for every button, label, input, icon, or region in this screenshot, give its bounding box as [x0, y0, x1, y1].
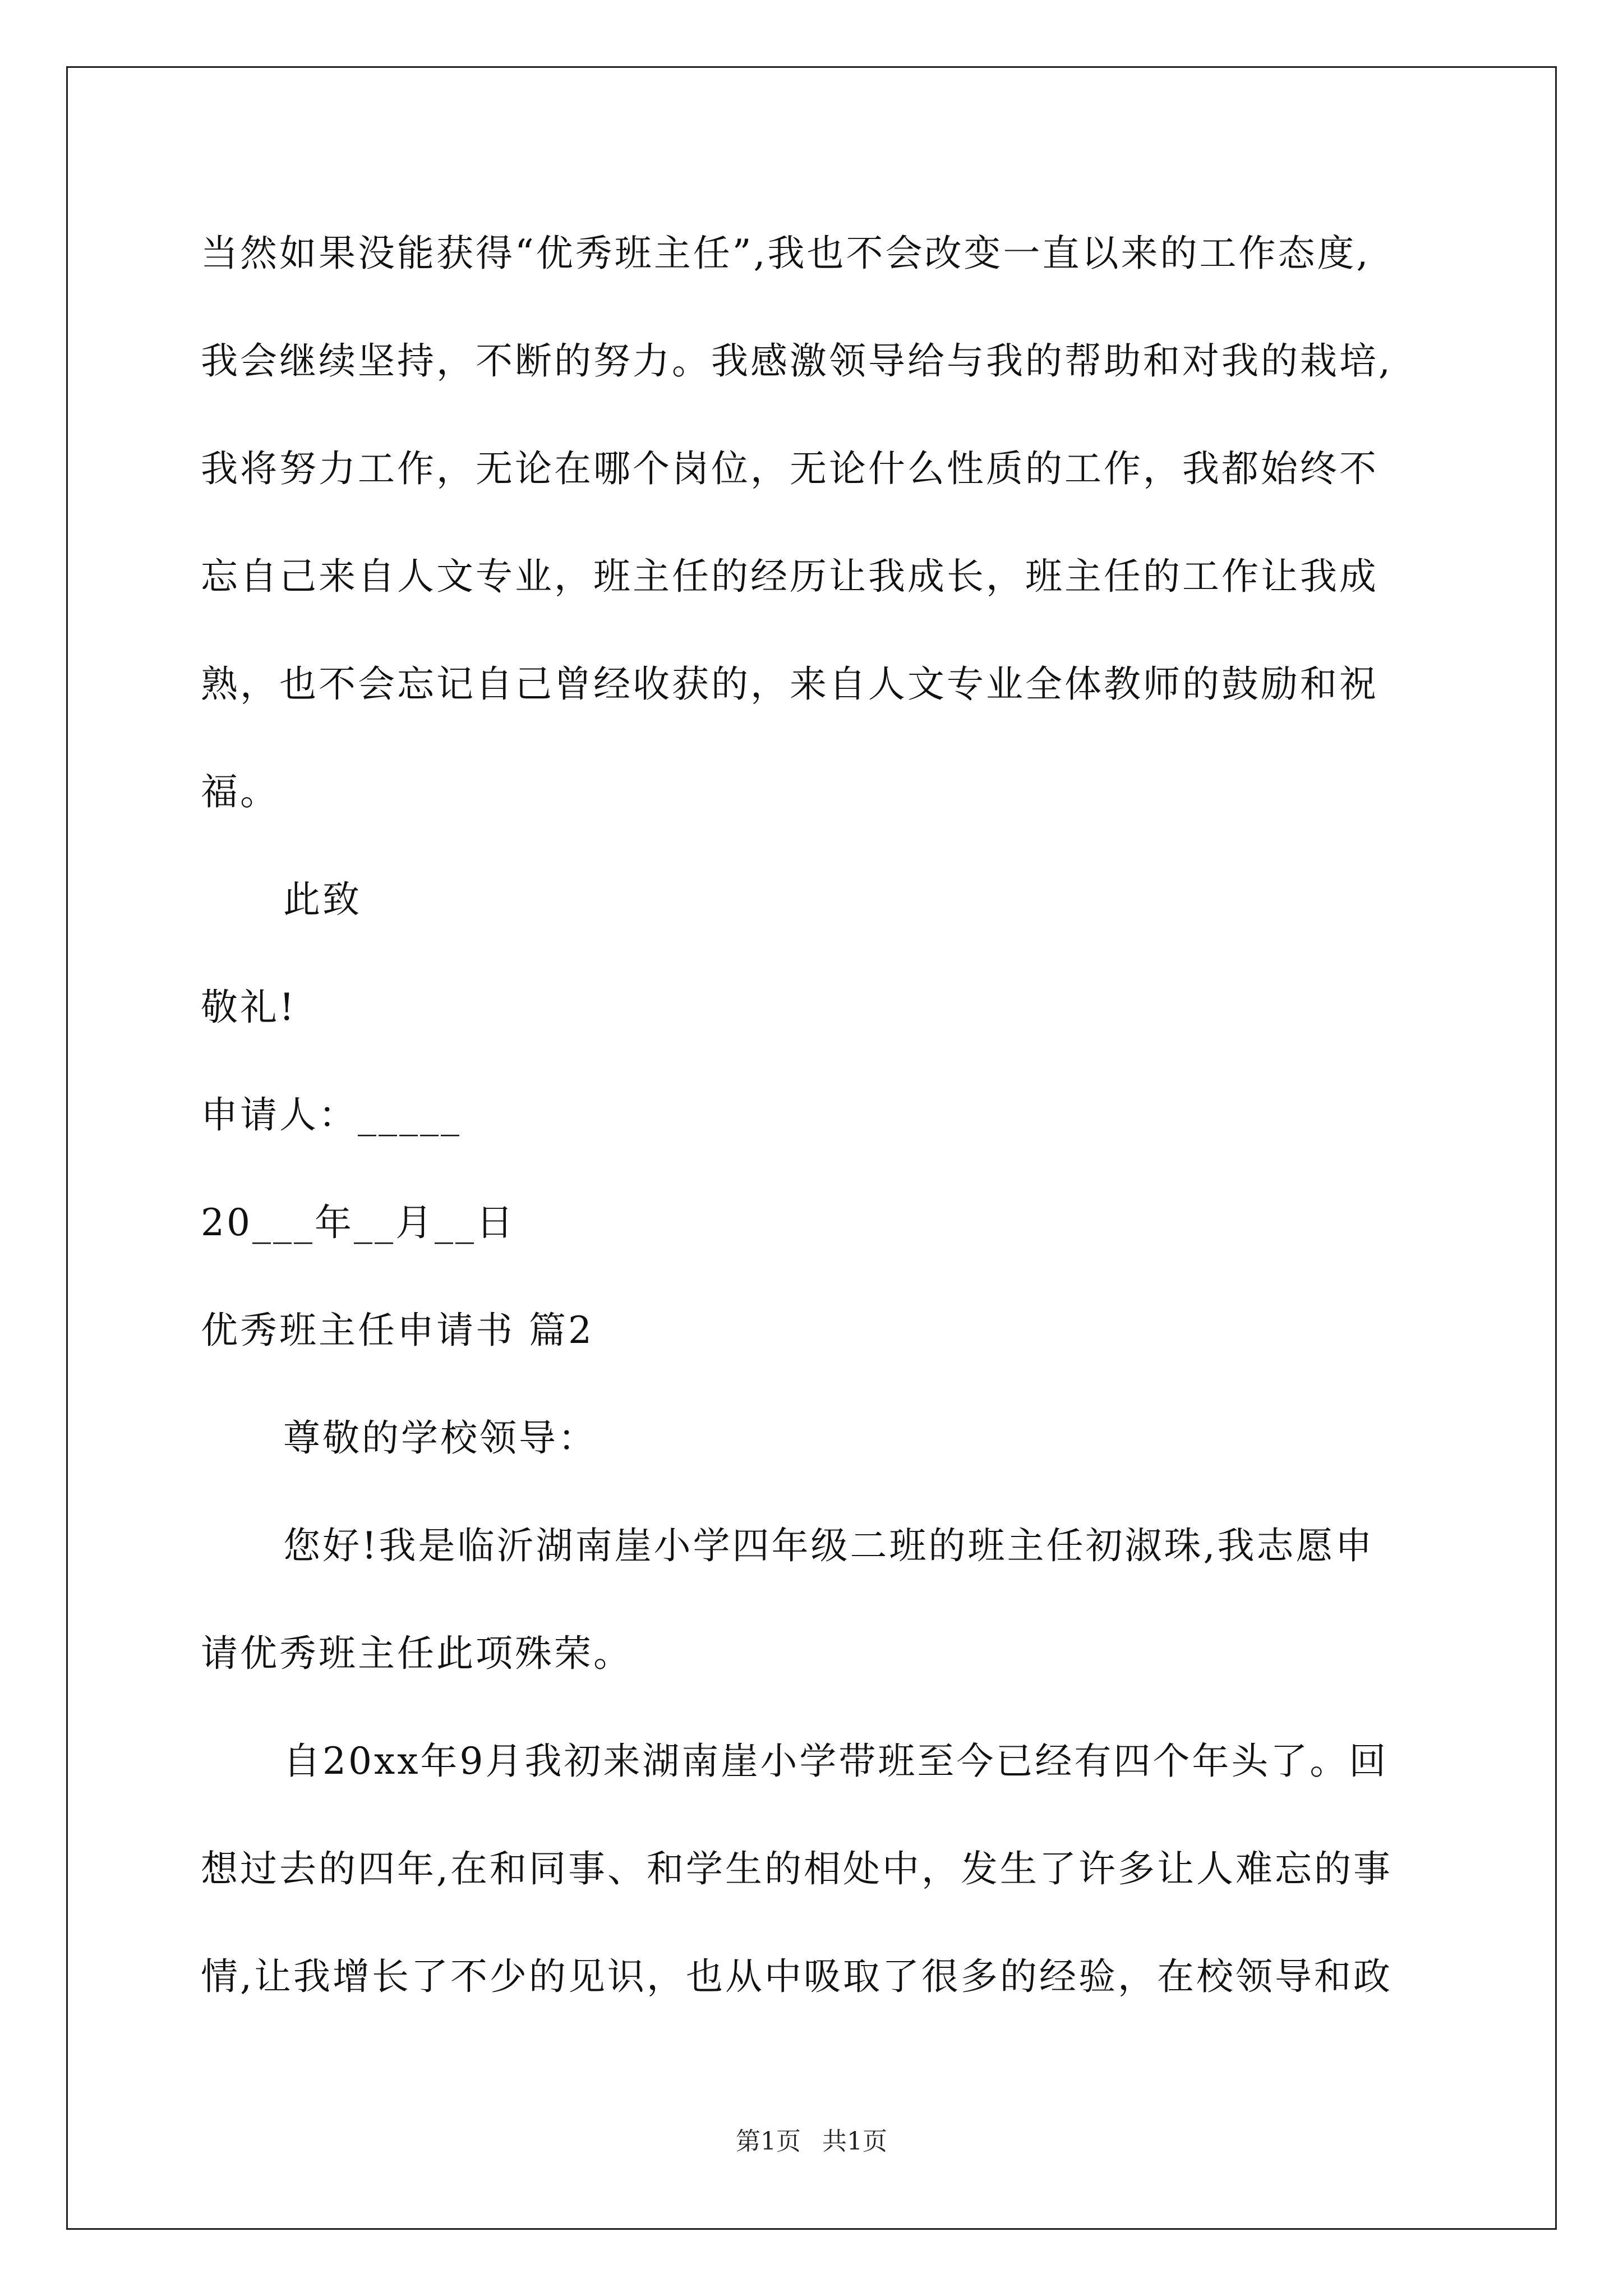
page-border	[66, 66, 1557, 2230]
text-line: 福。	[201, 770, 279, 813]
text-line: 请优秀班主任此项殊荣。	[201, 1632, 633, 1675]
page-total: 共1页	[822, 2127, 887, 2156]
applicant-line: 申请人：_____	[201, 1093, 462, 1137]
closing-line: 敬礼!	[201, 986, 297, 1029]
text-line: 想过去的四年,在和同事、和学生的相处中，发生了许多让人难忘的事	[201, 1847, 1393, 1890]
salutation-line: 此致	[283, 878, 362, 921]
text-line: 我将努力工作，无论在哪个岗位，无论什么性质的工作，我都始终不	[201, 447, 1378, 490]
date-line: 20___年__月__日	[201, 1201, 515, 1244]
section-title: 优秀班主任申请书 篇2	[201, 1309, 594, 1352]
page-footer	[0, 2126, 1623, 2157]
text-line: 当然如果没能获得“优秀班主任”,我也不会改变一直以来的工作态度,	[201, 232, 1371, 275]
text-line: 自20xx年9月我初来湖南崖小学带班至今已经有四个年头了。回	[283, 1740, 1389, 1783]
text-line: 您好!我是临沂湖南崖小学四年级二班的班主任初淑珠,我志愿申	[283, 1524, 1375, 1567]
text-line: 我会继续坚持，不断的努力。我感激领导给与我的帮助和对我的栽培,	[201, 339, 1393, 383]
text-line: 忘自己来自人文专业，班主任的经历让我成长，班主任的工作让我成	[201, 555, 1378, 598]
greeting-line: 尊敬的学校领导：	[283, 1416, 597, 1460]
page-number: 第1页	[736, 2127, 801, 2156]
text-line: 情,让我增长了不少的见识，也从中吸取了很多的经验，在校领导和政	[201, 1955, 1393, 1998]
text-line: 熟，也不会忘记自己曾经收获的，来自人文专业全体教师的鼓励和祝	[201, 662, 1378, 706]
